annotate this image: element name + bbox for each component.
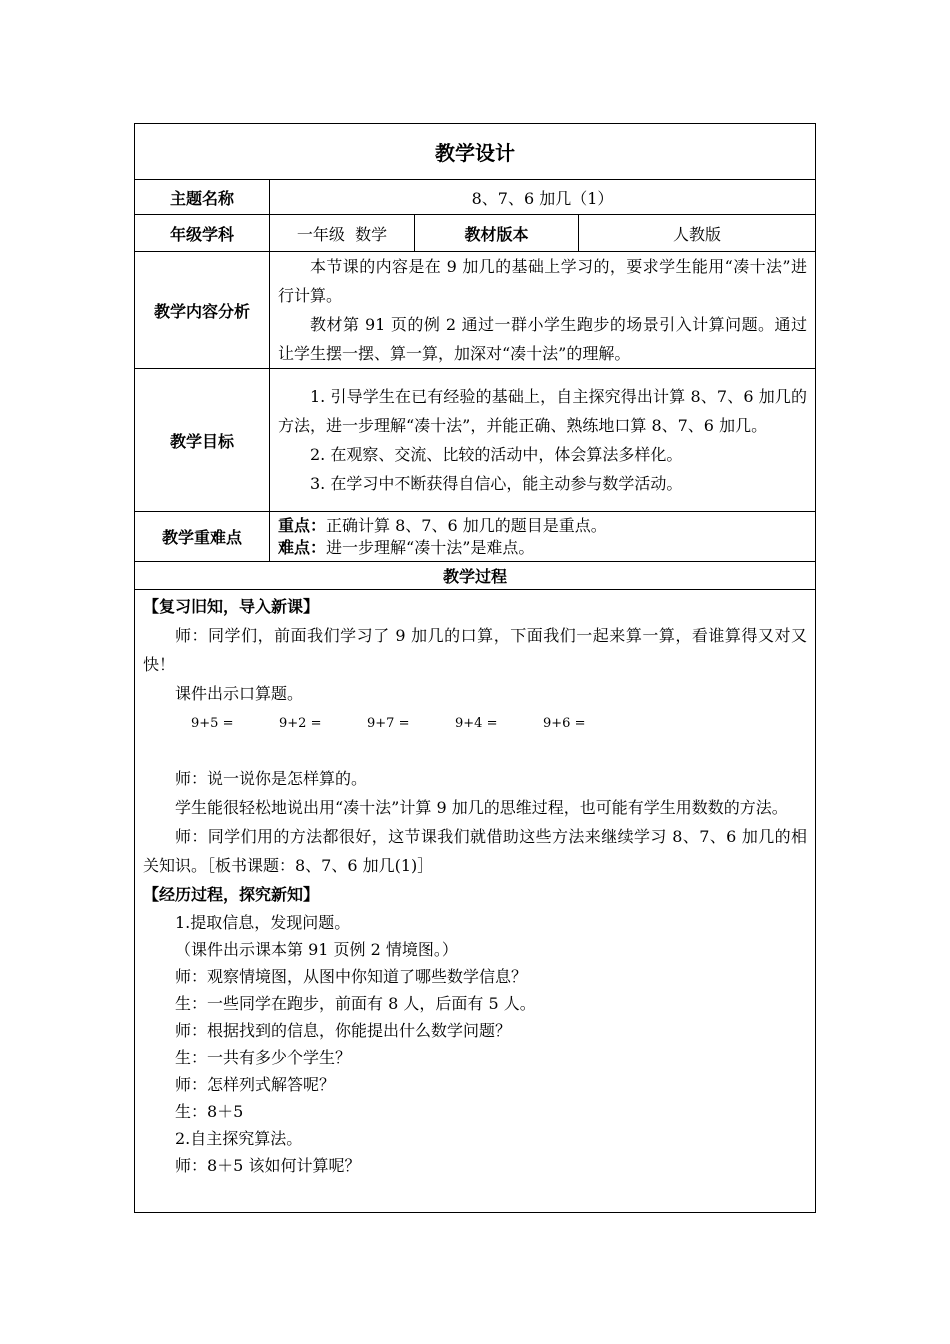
- difficult-point-label: 难点：: [278, 537, 327, 557]
- process-paragraph: 师：说一说你是怎样算的。: [175, 769, 368, 788]
- difficult-point-text: 进一步理解“凑十法”是难点。: [326, 537, 535, 557]
- topic-label: 主题名称: [135, 180, 270, 215]
- key-point: [278, 515, 807, 537]
- content-row: [135, 252, 816, 369]
- key-point-text: 正确计算 8、7、6 加几的题目是重点。: [326, 515, 607, 535]
- oral-arithmetic-item: 9+5 =: [191, 715, 234, 731]
- oral-arithmetic-item: 9+6 =: [543, 715, 586, 731]
- process-line: 生：一些同学在跑步，前面有 8 人，后面有 5 人。: [175, 994, 536, 1013]
- process-line: 2.自主探究算法。: [175, 1129, 303, 1148]
- goal-item: 1. 引导学生在已有经验的基础上，自主探究得出计算 8、7、6 加几的方法，进一步理解“凑十法”，并能正确、熟练地口算 8、7、6 加几。: [278, 387, 807, 435]
- process-cell: [135, 590, 816, 1213]
- topic-value: 8、7、6 加几（1）: [270, 180, 816, 215]
- process-heading: 教学过程: [135, 562, 816, 590]
- content-label: 教学内容分析: [135, 252, 270, 369]
- process-row: [135, 590, 816, 1213]
- section-heading: 【复习旧知，导入新课】: [143, 597, 320, 616]
- process-line: （课件出示课本第 91 页例 2 情境图。）: [175, 940, 458, 959]
- process-line: 生：一共有多少个学生？: [175, 1048, 352, 1067]
- process-line: 师：观察情境图，从图中你知道了哪些数学信息？: [175, 967, 528, 986]
- keypoints-row: [135, 512, 816, 562]
- goal-item: 2. 在观察、交流、比较的活动中，体会算法多样化。: [310, 445, 683, 464]
- content-paragraph: 教材第 91 页的例 2 通过一群小学生跑步的场景引入计算问题。通过让学生摆一摆、算一算，加深对“凑十法”的理解。: [278, 315, 807, 363]
- process-heading-row: [135, 562, 816, 590]
- process-line: 师：8＋5 该如何计算呢？: [175, 1156, 361, 1175]
- textbook-label: 教材版本: [415, 215, 579, 252]
- process-line: 师：怎样列式解答呢？: [175, 1075, 336, 1094]
- process-paragraph: 学生能很轻松地说出用“凑十法”计算 9 加几的思维过程，也可能有学生用数数的方法。: [175, 798, 788, 817]
- oral-arithmetic-row: [191, 710, 807, 736]
- title-row: [135, 124, 816, 180]
- goals-cell: [270, 369, 816, 512]
- key-point-label: 重点：: [278, 515, 327, 535]
- content-paragraph: 本节课的内容是在 9 加几的基础上学习的，要求学生能用“凑十法”进行计算。: [278, 257, 807, 305]
- process-paragraph: 师：同学们，前面我们学习了 9 加几的口算，下面我们一起来算一算，看谁算得又对又快！: [143, 626, 807, 674]
- oral-arithmetic-item: 9+2 =: [279, 715, 322, 731]
- process-paragraph: 师：同学们用的方法都很好，这节课我们就借助这些方法来继续学习 8、7、6 加几的相关知识。［板书课题：8、7、6 加几(1)］: [143, 827, 807, 875]
- goals-label: 教学目标: [135, 369, 270, 512]
- spacer: [143, 736, 807, 764]
- lesson-plan-sheet: [134, 123, 815, 1213]
- lesson-plan-table: [134, 123, 816, 1213]
- difficult-point: [278, 537, 807, 559]
- grade-row: [135, 215, 816, 252]
- goals-row: [135, 369, 816, 512]
- content-cell: [270, 252, 816, 369]
- grade-value: 一年级 数学: [270, 215, 415, 252]
- keypoints-cell: [270, 512, 816, 562]
- process-paragraph: 课件出示口算题。: [175, 684, 304, 703]
- topic-row: [135, 180, 816, 215]
- process-line: 师：根据找到的信息，你能提出什么数学问题？: [175, 1021, 512, 1040]
- process-line: 1.提取信息，发现问题。: [175, 913, 351, 932]
- oral-arithmetic-item: 9+7 =: [367, 715, 410, 731]
- document-title: 教学设计: [135, 124, 816, 180]
- goal-item: 3. 在学习中不断获得自信心，能主动参与数学活动。: [310, 474, 683, 493]
- section-heading: 【经历过程，探究新知】: [143, 885, 320, 904]
- oral-arithmetic-item: 9+4 =: [455, 715, 498, 731]
- keypoints-label: 教学重难点: [135, 512, 270, 562]
- process-line: 生：8＋5: [175, 1102, 244, 1121]
- textbook-value: 人教版: [579, 215, 816, 252]
- grade-label: 年级学科: [135, 215, 270, 252]
